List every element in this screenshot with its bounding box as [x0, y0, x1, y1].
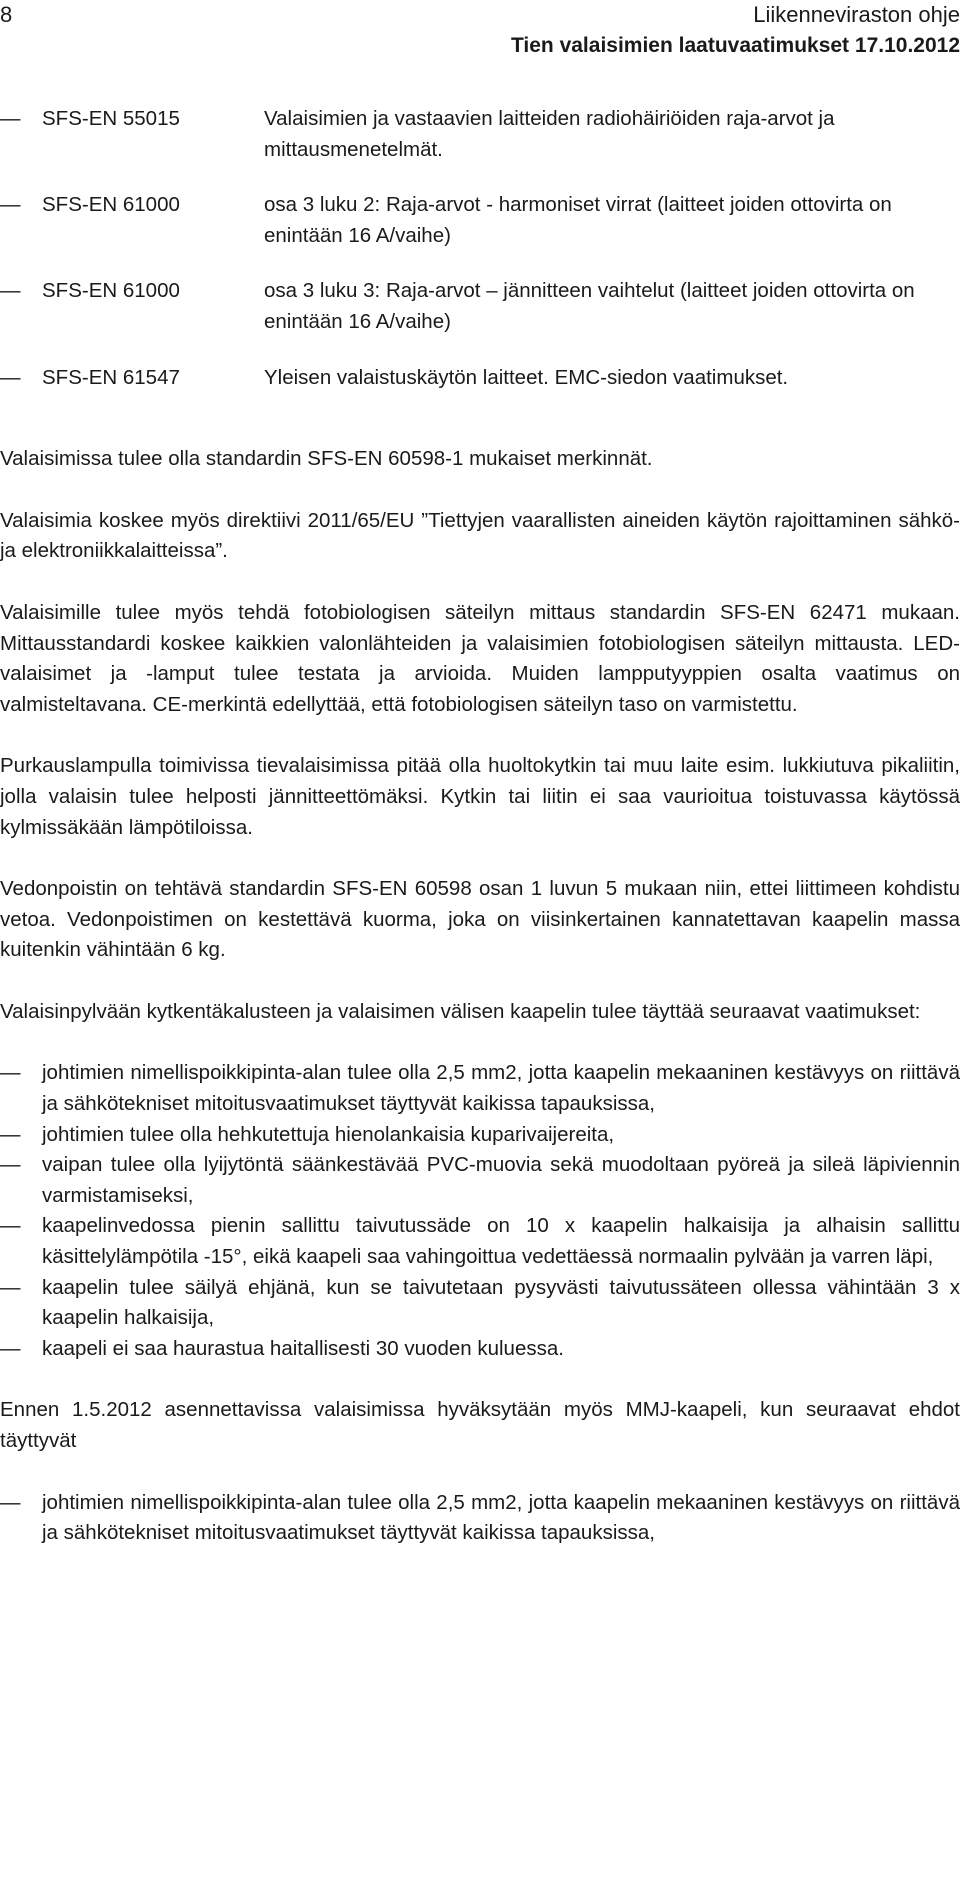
spacer: [0, 475, 960, 506]
list-item-text: kaapelinvedossa pienin sallittu taivutussäde on 10 x kaapelin halkaisija ja alhaisin sallittu käsittelylämpötila -15°, eikä kaapeli saa vahingoittua vedettäessä normaalin pylvään ja varren läpi,: [42, 1214, 960, 1269]
spacer: [0, 393, 960, 424]
list-dash: —: [0, 1490, 21, 1514]
standard-description: Valaisimien ja vastaavien laitteiden radiohäiriöiden raja-arvot ja mittausmenetelmät.: [264, 107, 835, 161]
standard-item: [0, 363, 960, 394]
page-header: [0, 0, 960, 62]
list-item: [0, 1334, 960, 1365]
spacer: [0, 424, 960, 444]
paragraph-cable-requirements-intro: Valaisinpylvään kytkentäkalusteen ja valaisimen välisen kaapelin tulee täyttää seuraavat vaatimukset:: [0, 999, 921, 1023]
spacer: [0, 1457, 960, 1488]
list-item-text: johtimien nimellispoikkipinta-alan tulee olla 2,5 mm2, jotta kaapelin mekaaninen kestävyys on riittävä ja sähkötekniset mitoitusvaatimukset täyttyvät kaikissa tapauksissa,: [42, 1490, 960, 1545]
list-dash: —: [0, 365, 21, 389]
list-item: [0, 1211, 960, 1272]
spacer: [0, 567, 960, 598]
standard-description: Yleisen valaistuskäytön laitteet. EMC-siedon vaatimukset.: [264, 365, 789, 389]
paragraph-markings: Valaisimissa tulee olla standardin SFS-EN 60598-1 mukaiset merkinnät.: [0, 447, 653, 471]
standard-description: osa 3 luku 3: Raja-arvot – jännitteen vaihtelut (laitteet joiden ottovirta on enintään 16 A/vaihe): [264, 279, 915, 333]
list-item: [0, 1273, 960, 1334]
standard-item: [0, 190, 960, 251]
standards-list: [0, 104, 960, 393]
paragraph-strain-relief: Vedonpoistin on tehtävä standardin SFS-EN 60598 osan 1 luvun 5 mukaan niin, ettei liittimeen kohdistu vetoa. Vedonpoistimen on kestettävä kuorma, joka on viisinkertainen kannatettavan kaapelin massa kuitenkin vähintään 6 kg.: [0, 877, 960, 962]
list-dash: —: [0, 193, 21, 217]
standard-code: SFS-EN 61000: [42, 279, 180, 303]
list-item-text: kaapelin tulee säilyä ehjänä, kun se taivutetaan pysyvästi taivutussäteen ollessa vähintään 3 x kaapelin halkaisija,: [42, 1275, 960, 1330]
list-dash: —: [0, 107, 21, 130]
paragraph-service-switch: Purkauslampulla toimivissa tievalaisimissa pitää olla huoltokytkin tai muu laite esim. lukkiutuva pikaliitin, jolla valaisin tulee helposti jännitteettömäksi. Kytkin tai liitin ei saa vaurioitua toistuvassa käytössä kylmissäkään lämpötiloissa.: [0, 754, 960, 839]
spacer: [0, 1027, 960, 1058]
page-content: [0, 104, 960, 1549]
document-title: Tien valaisimien laatuvaatimukset 17.10.2012: [510, 34, 960, 57]
spacer: [0, 1364, 960, 1395]
list-item: [0, 1150, 960, 1211]
list-item-text: johtimien tulee olla hehkutettuja hienolankaisia kuparivaijereita,: [42, 1122, 615, 1146]
standard-item: [0, 104, 960, 165]
list-item: [0, 1488, 960, 1549]
list-dash: —: [0, 1153, 21, 1177]
list-dash: —: [0, 1214, 21, 1238]
list-item: [0, 1058, 960, 1119]
standard-code: SFS-EN 61547: [42, 365, 180, 389]
list-dash: —: [0, 1122, 21, 1146]
paragraph-mmj-cable-intro: Ennen 1.5.2012 asennettavissa valaisimissa hyväksytään myös MMJ-kaapeli, kun seuraavat ehdot täyttyvät: [0, 1398, 960, 1452]
spacer: [0, 720, 960, 751]
list-item-text: vaipan tulee olla lyijytöntä säänkestävää PVC-muovia sekä muodoltaan pyöreä ja sileä läpiviennin varmistamiseksi,: [42, 1153, 960, 1207]
list-dash: —: [0, 279, 21, 303]
paragraph-photobiological: Valaisimille tulee myös tehdä fotobiologisen säteilyn mittaus standardin SFS-EN 62471 mukaan. Mittausstandardi koskee kaikkien valonlähteiden ja valaisimien fotobiologisen säteilyn mittausta. LED-valaisimet ja -lamput tulee testata ja arvioida. Muiden lampputyyppien osalta vaatimus on valmisteltavana. CE-merkintä edellyttää, että fotobiologisen säteilyn taso on varmistettu.: [0, 600, 960, 716]
list-item: [0, 1120, 960, 1151]
page-number: 8: [0, 2, 13, 27]
standard-item: [0, 276, 960, 337]
paragraph-rohs-directive: Valaisimia koskee myös direktiivi 2011/65/EU ”Tiettyjen vaarallisten aineiden käytön rajoittaminen sähkö- ja elektroniikkalaitteissa”.: [0, 508, 960, 563]
publisher-name: Liikenneviraston ohje: [753, 2, 960, 27]
cable-requirements-list: [0, 1058, 960, 1364]
list-dash: —: [0, 1336, 21, 1360]
list-item-text: kaapeli ei saa haurastua haitallisesti 30 vuoden kuluessa.: [42, 1336, 564, 1360]
list-dash: —: [0, 1061, 21, 1085]
mmj-requirements-list: [0, 1488, 960, 1549]
list-item-text: johtimien nimellispoikkipinta-alan tulee olla 2,5 mm2, jotta kaapelin mekaaninen kestävyys on riittävä ja sähkötekniset mitoitusvaatimukset täyttyvät kaikissa tapauksissa,: [42, 1061, 960, 1116]
standard-description: osa 3 luku 2: Raja-arvot - harmoniset virrat (laitteet joiden ottovirta on enintään 16 A/vaihe): [264, 193, 892, 247]
spacer: [0, 843, 960, 874]
spacer: [0, 966, 960, 997]
standard-code: SFS-EN 55015: [42, 107, 180, 130]
list-dash: —: [0, 1275, 21, 1299]
standard-code: SFS-EN 61000: [42, 193, 180, 217]
